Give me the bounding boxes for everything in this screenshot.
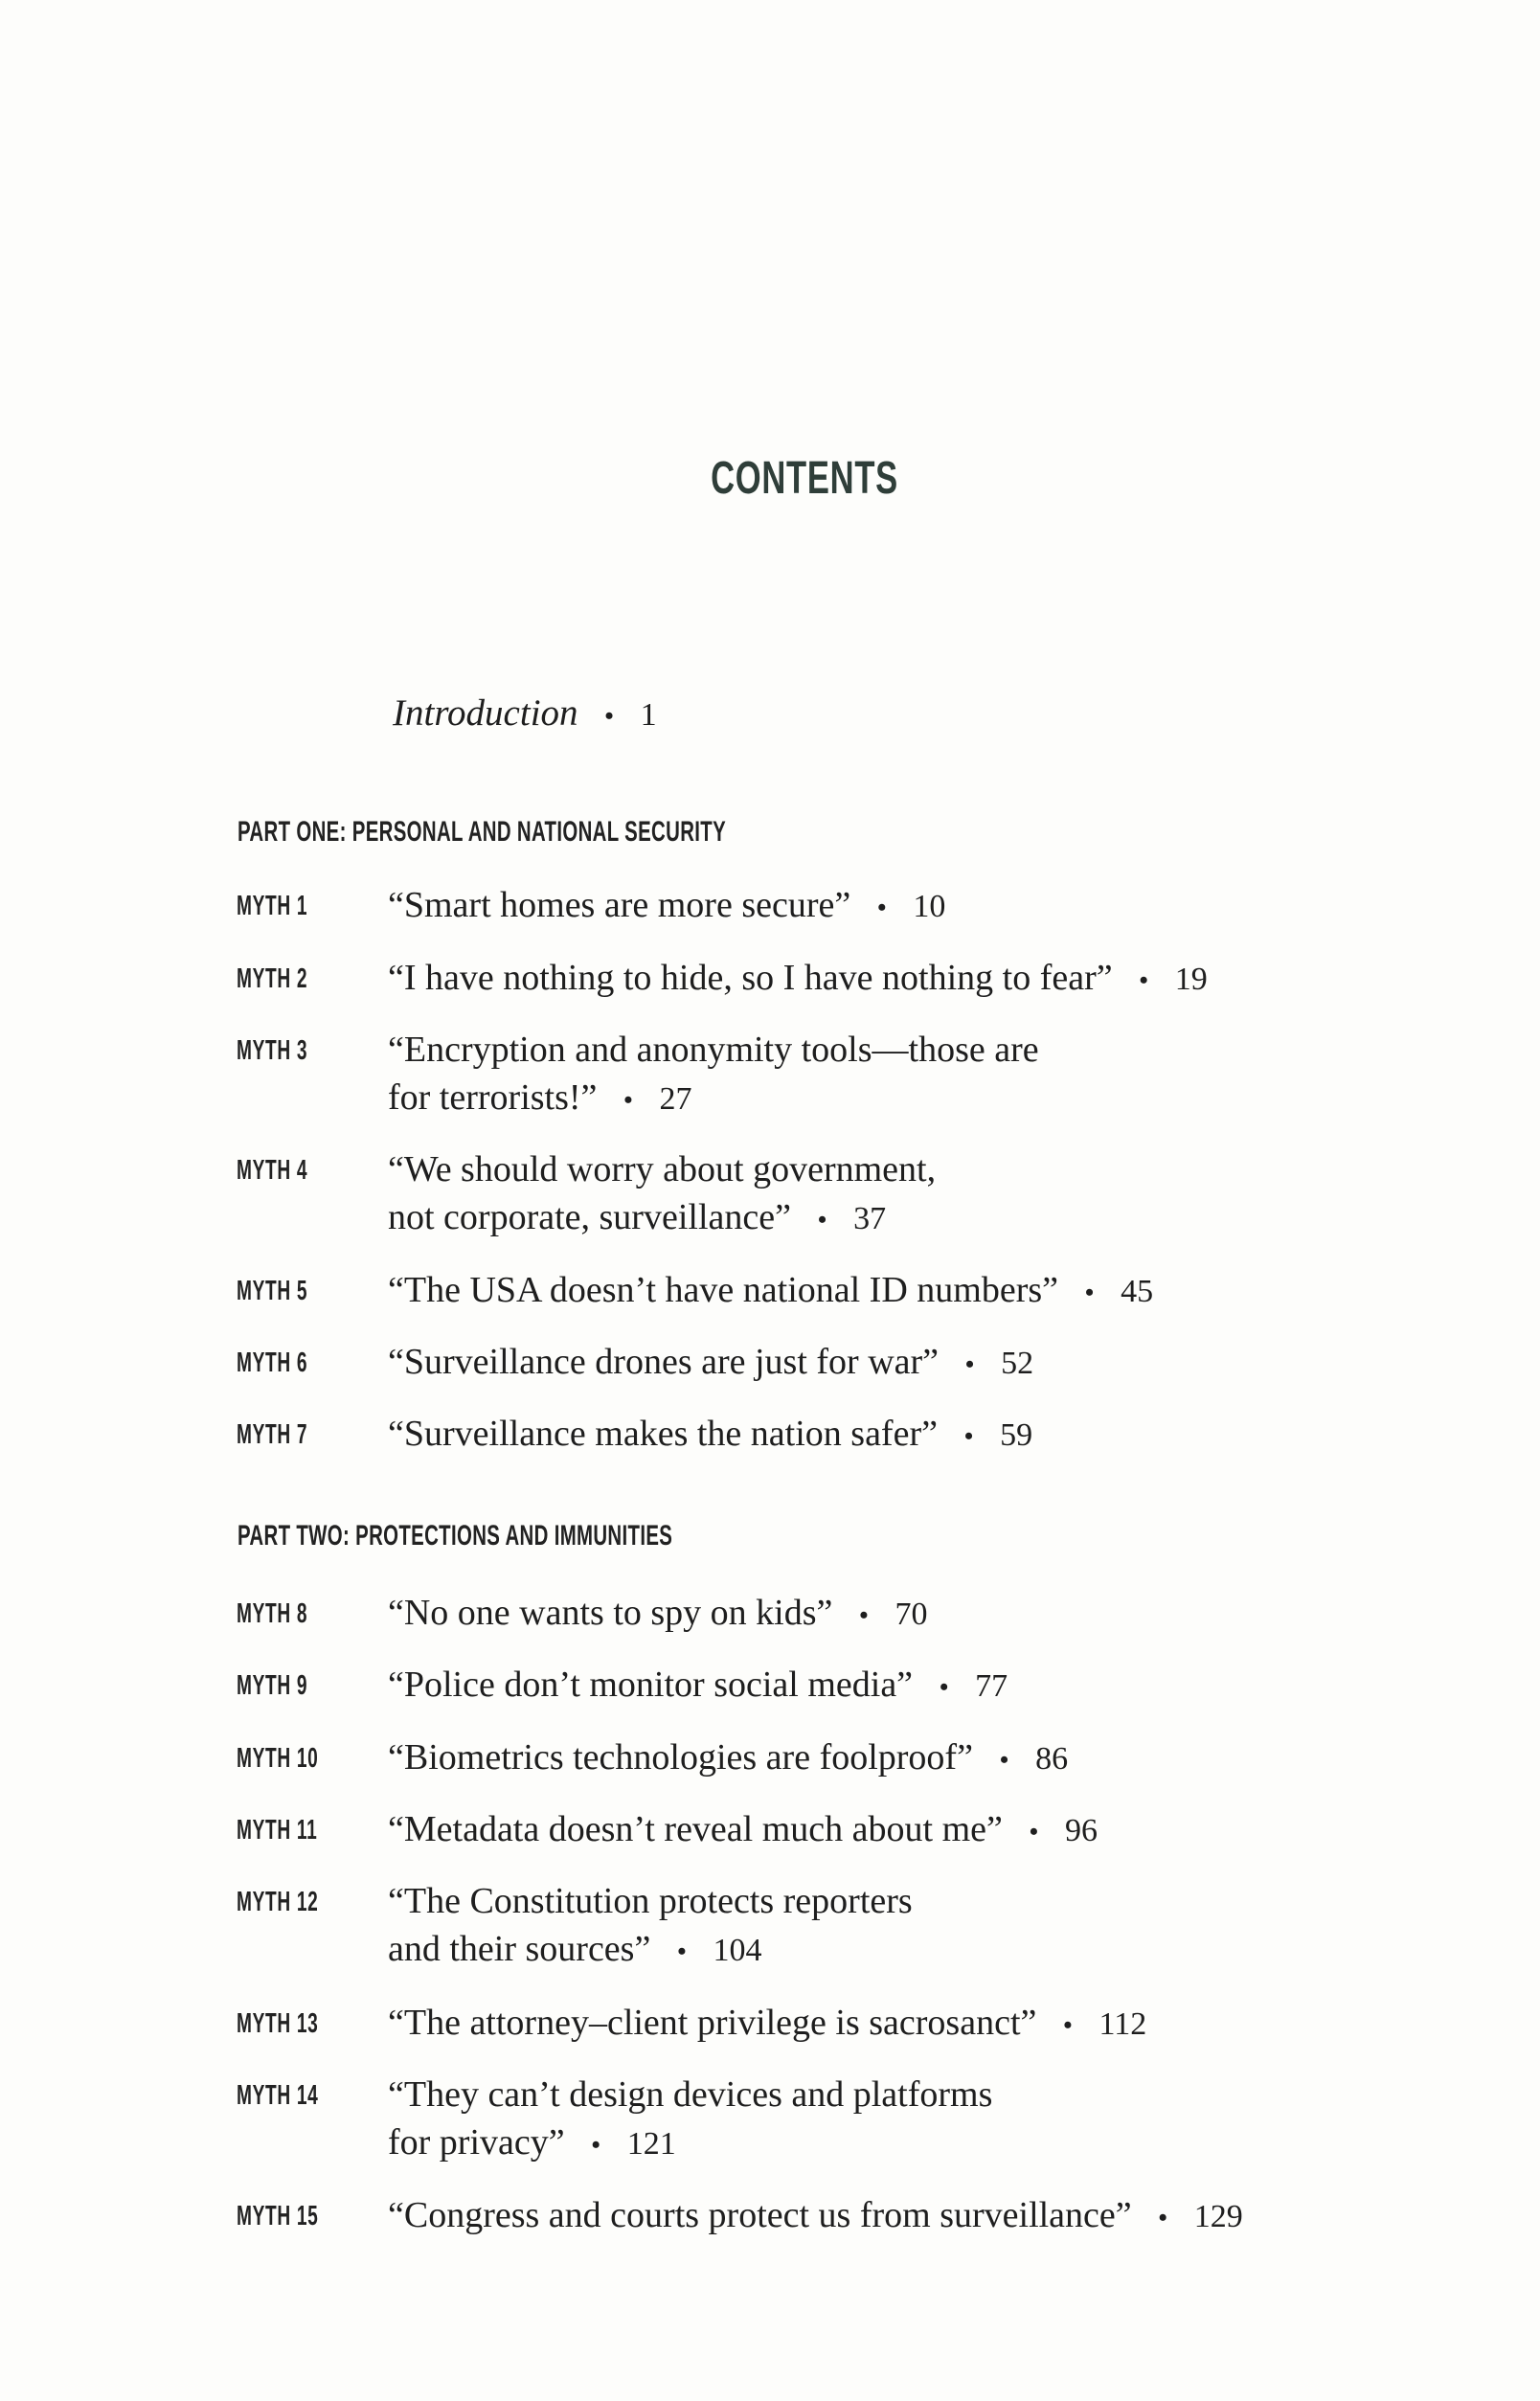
bullet-separator: • bbox=[623, 1086, 633, 1115]
entry-title bbox=[388, 1733, 1441, 1784]
page-number: 96 bbox=[1064, 1813, 1098, 1848]
page-number: 112 bbox=[1098, 2006, 1147, 2042]
page-number: 19 bbox=[1174, 962, 1208, 997]
bullet-separator: • bbox=[817, 1206, 827, 1234]
bullet-separator: • bbox=[859, 1601, 869, 1630]
entry-title-line: and their sources” bbox=[388, 1929, 651, 1969]
entry-title bbox=[388, 1026, 1441, 1124]
toc-entry-introduction[interactable] bbox=[393, 691, 657, 735]
page-number: 86 bbox=[1035, 1741, 1069, 1777]
myth-label: MYTH 15 bbox=[237, 2201, 319, 2231]
bullet-separator: • bbox=[999, 1746, 1009, 1775]
entry-title-line: “Surveillance drones are just for war” bbox=[388, 1342, 940, 1382]
myth-label: MYTH 10 bbox=[237, 1743, 319, 1774]
page-number: 37 bbox=[853, 1201, 887, 1236]
bullet-separator: • bbox=[677, 1937, 687, 1966]
entry-title-line: “Police don’t monitor social media” bbox=[388, 1665, 914, 1705]
entry-title bbox=[388, 954, 1441, 1005]
bullet-separator: • bbox=[940, 1673, 949, 1702]
myth-label: MYTH 8 bbox=[237, 1598, 308, 1629]
entry-title-line: “I have nothing to hide, so I have nothing to fear” bbox=[388, 958, 1113, 998]
page-number: 45 bbox=[1121, 1274, 1154, 1309]
entry-title-line: for privacy” bbox=[388, 2122, 565, 2163]
entry-title-line: “Congress and courts protect us from surveillance” bbox=[388, 2195, 1132, 2235]
entry-title-line: “The Constitution protects reporters bbox=[388, 1881, 913, 1921]
entry-title-line: “The USA doesn’t have national ID numbers” bbox=[388, 1270, 1059, 1310]
bullet-separator: • bbox=[965, 1350, 975, 1379]
page-number: 59 bbox=[1000, 1417, 1033, 1453]
bullet-separator: • bbox=[604, 702, 614, 731]
entry-title-line: “The attorney–client privilege is sacrosanct” bbox=[388, 2003, 1037, 2043]
entry-title-line: “Biometrics technologies are foolproof” bbox=[388, 1737, 973, 1778]
entry-title-line: “Encryption and anonymity tools—those are bbox=[388, 1030, 1039, 1070]
bullet-separator: • bbox=[1139, 966, 1148, 995]
bullet-separator: • bbox=[877, 894, 887, 922]
page-number: 10 bbox=[913, 889, 946, 924]
entry-title-line: “They can’t design devices and platforms bbox=[388, 2074, 993, 2115]
bullet-separator: • bbox=[1063, 2011, 1073, 2040]
bullet-separator: • bbox=[591, 2131, 600, 2160]
entry-title bbox=[388, 1410, 1441, 1461]
entry-title bbox=[388, 881, 1441, 932]
myth-label: MYTH 4 bbox=[237, 1155, 308, 1186]
entry-title bbox=[388, 2071, 1441, 2169]
entry-title-line: “Surveillance makes the nation safer” bbox=[388, 1414, 938, 1454]
part-heading: PART TWO: PROTECTIONS AND IMMUNITIES bbox=[238, 1520, 673, 1552]
page-number: 52 bbox=[1001, 1346, 1034, 1381]
entry-title bbox=[388, 1661, 1441, 1711]
entry-title-line: for terrorists!” bbox=[388, 1077, 598, 1118]
part-heading: PART ONE: PERSONAL AND NATIONAL SECURITY bbox=[238, 816, 727, 848]
myth-label: MYTH 9 bbox=[237, 1670, 308, 1701]
myth-label: MYTH 7 bbox=[237, 1419, 308, 1450]
page-number: 121 bbox=[626, 2126, 676, 2162]
myth-label: MYTH 14 bbox=[237, 2080, 319, 2111]
entry-title bbox=[388, 1805, 1441, 1856]
page-number: 1 bbox=[640, 697, 657, 733]
myth-label: MYTH 2 bbox=[237, 963, 308, 994]
myth-label: MYTH 12 bbox=[237, 1887, 319, 1917]
entry-title bbox=[388, 2191, 1441, 2242]
entry-title-line: “Smart homes are more secure” bbox=[388, 885, 851, 925]
page-title: CONTENTS bbox=[711, 453, 898, 504]
bullet-separator: • bbox=[1158, 2204, 1167, 2232]
entry-title bbox=[388, 1589, 1441, 1640]
bullet-separator: • bbox=[963, 1422, 974, 1451]
page-number: 70 bbox=[895, 1597, 928, 1632]
myth-label: MYTH 1 bbox=[237, 891, 308, 921]
page-number: 77 bbox=[975, 1668, 1008, 1704]
entry-title bbox=[388, 1877, 1441, 1976]
page-number: 104 bbox=[713, 1933, 762, 1968]
bullet-separator: • bbox=[1085, 1279, 1095, 1307]
myth-label: MYTH 6 bbox=[237, 1348, 308, 1378]
entry-title: Introduction bbox=[393, 692, 578, 734]
entry-title bbox=[388, 1266, 1441, 1317]
entry-title-line: “No one wants to spy on kids” bbox=[388, 1593, 833, 1633]
entry-title-line: not corporate, surveillance” bbox=[388, 1197, 791, 1237]
myth-label: MYTH 11 bbox=[237, 1815, 318, 1846]
myth-label: MYTH 3 bbox=[237, 1035, 308, 1066]
myth-label: MYTH 5 bbox=[237, 1276, 308, 1306]
entry-title bbox=[388, 1338, 1441, 1389]
page-number: 27 bbox=[659, 1081, 692, 1117]
entry-title bbox=[388, 1999, 1441, 2050]
page-number: 129 bbox=[1193, 2199, 1243, 2234]
entry-title-line: “We should worry about government, bbox=[388, 1149, 937, 1189]
entry-title-line: “Metadata doesn’t reveal much about me” bbox=[388, 1809, 1003, 1849]
myth-label: MYTH 13 bbox=[237, 2008, 319, 2039]
bullet-separator: • bbox=[1029, 1818, 1038, 1846]
entry-title bbox=[388, 1145, 1441, 1244]
